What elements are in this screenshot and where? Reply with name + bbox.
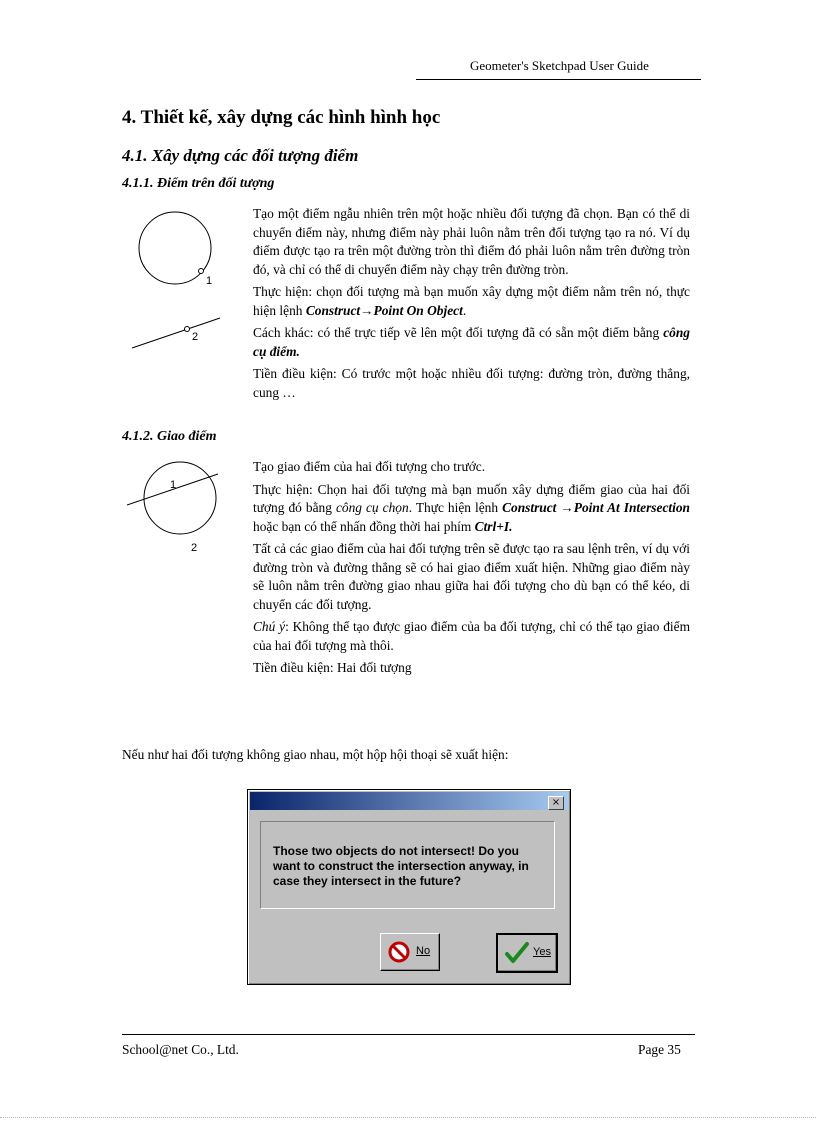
point-on-object-heading: 4.1.1. Điểm trên đối tượng [122,176,275,191]
intersection-dialog [247,789,571,985]
intersection-heading: 4.1.2. Giao điểm [122,429,217,444]
no-icon [387,940,411,964]
section-title: 4. Thiết kế, xây dựng các hình hình học [122,107,441,128]
paragraph: Cách khác: có thể trực tiếp vẽ lên một đối tượng đã có sẵn một điểm bằng công cụ điểm. [253,325,690,359]
dialog-message: Those two objects do not intersect! Do you want to construct the intersection anyway, in case they intersect in the future? [273,844,529,888]
paragraph: Tạo giao điểm của hai đối tượng cho trước. [253,459,486,474]
footer-page-number: Page 35 [638,1042,681,1057]
checkmark-icon [504,941,530,965]
intersection-text [253,458,690,682]
paragraph: Tiền điều kiện: Có trước một hoặc nhiều đối tượng: đường tròn, đường thẳng, cung … [253,366,690,400]
circle-point-label: 1 [206,275,213,287]
tool-text: công cụ chọn [335,500,409,515]
dialog-intro-text: Nếu như hai đối tượng không giao nhau, một hộp hội thoại sẽ xuất hiện: [122,747,509,762]
intersection-label-2: 2 [191,542,198,554]
shortcut-text: Ctrl+I. [474,518,513,534]
command-text: Construct →Point At Intersection [502,500,690,515]
paragraph: Thực hiện: chọn đối tượng mà bạn muốn xây dựng một điểm nằm trên nó, thực hiện lệnh Construct→Point On Object. [253,284,690,318]
yes-button[interactable] [496,933,558,973]
intersection-figure [125,455,250,565]
line-point-label: 2 [192,331,199,343]
no-button[interactable] [380,933,440,971]
close-icon[interactable]: × [548,796,564,810]
command-text: Construct→Point On Object [305,302,463,318]
point-on-object-text [253,205,690,406]
point-on-object-figure [125,200,250,360]
note-label: Chú ý [253,619,286,634]
point-on-circle [199,269,204,274]
paragraph: Tạo một điểm ngẫu nhiên trên một hoặc nhiều đối tượng đã chọn. Bạn có thể di chuyển điểm này, nhưng điểm này phải luôn nằm trên đối tượng tạo ra nó. Ví dụ điểm được tạo ra trên một đường tròn thì điểm đó phải luôn nằm trên đường tròn đó, và chỉ có thể di chuyển điểm này chạy trên đường tròn. [253,206,690,277]
yes-button-label: Yes [533,946,551,958]
dialog-titlebar [250,792,568,810]
intersection-label-1: 1 [170,479,177,491]
point-on-line [185,327,190,332]
paragraph: Chú ý: Không thể tạo được giao điểm của ba đối tượng, chỉ có thể tạo giao điểm của hai đối tượng mà thôi. [253,619,690,653]
footer-rule [122,1034,695,1035]
paragraph: Thực hiện: Chọn hai đối tượng mà bạn muốn xây dựng điểm giao của hai đối tượng đó bằng công cụ chọn. Thực hiện lệnh Construct →Point At Intersection hoặc bạn có thể nhấn đồng thời hai phím Ctrl+I. [253,481,690,534]
header-rule [416,79,701,80]
line-shape [132,318,220,348]
paragraph: Tiền điều kiện: Hai đối tượng [253,660,412,675]
subsection-title: 4.1. Xây dựng các đối tượng điểm [122,146,359,165]
dialog-message-panel [260,821,555,909]
no-button-label: No [416,945,431,957]
page-header-title: Geometer's Sketchpad User Guide [470,58,649,73]
footer-company: School@net Co., Ltd. [122,1042,239,1057]
circle-shape [144,462,216,534]
paragraph: Tất cả các giao điểm của hai đối tượng trên sẽ được tạo ra sau lệnh trên, ví dụ với đường tròn và đường thẳng sẽ có hai giao điểm xuất hiện. Những giao điểm này sẽ luôn nằm trên đường giao nhau giữa hai đối tượng cho dù bạn có thể kéo, di chuyển các đối tượng. [253,541,690,612]
tool-text: công cụ điểm. [253,325,690,359]
page-edge [0,1117,816,1118]
